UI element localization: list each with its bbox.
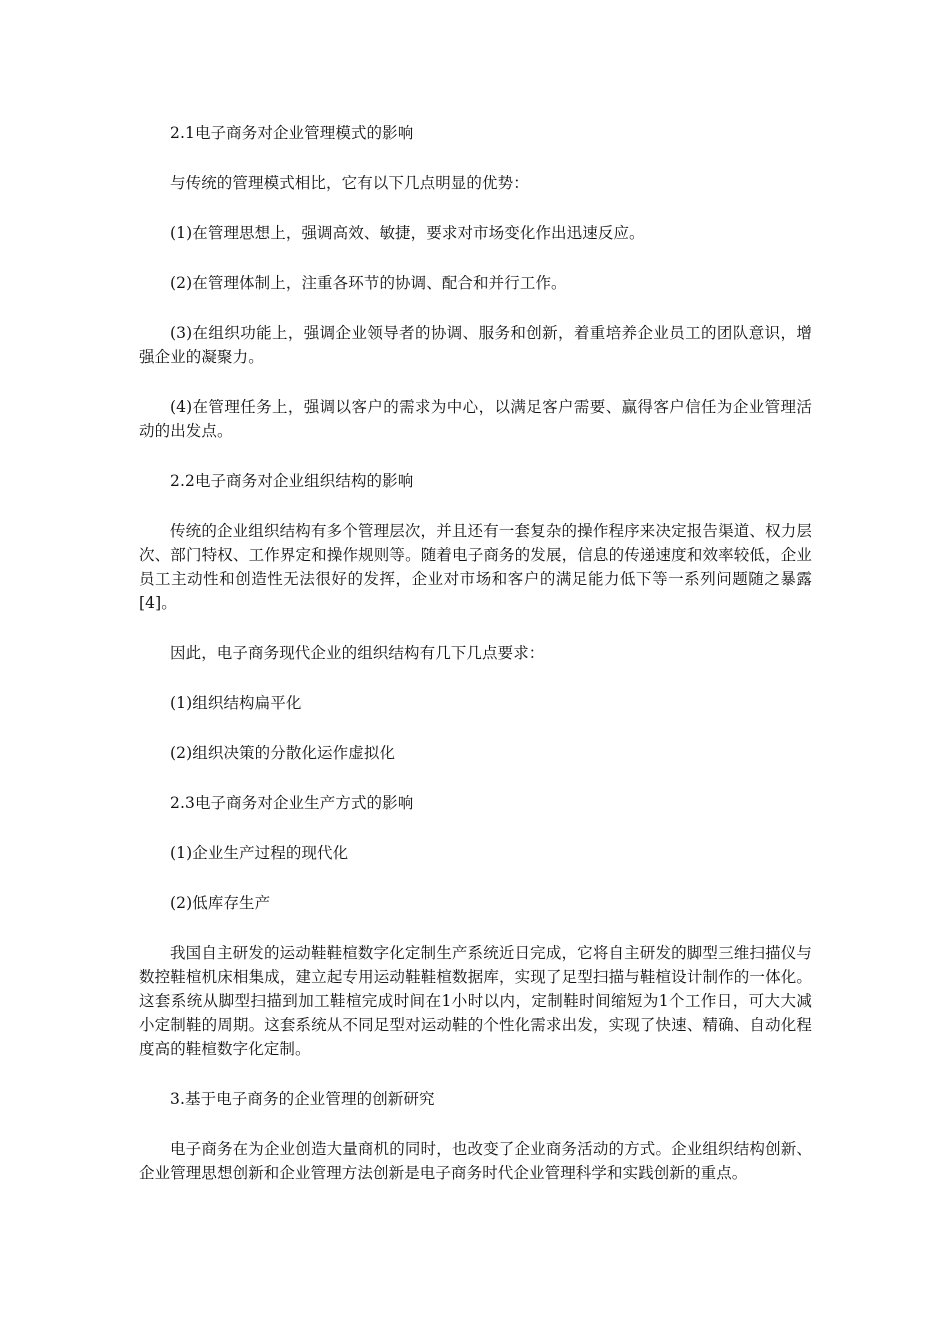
list-item-low-inventory: (2)低库存生产 <box>170 894 271 912</box>
section-heading-2-1: 2.1电子商务对企业管理模式的影响 <box>170 124 414 142</box>
paragraph-shoe-last-system: 我国自主研发的运动鞋鞋楦数字化定制生产系统近日完成，它将自主研发的脚型三维扫描仪与数控鞋楦机床相集成，建立起专用运动鞋鞋楦数据库，实现了足型扫描与鞋楦设计制作的一体化。这套系统从脚型扫描到加工鞋楦完成时间在1小时以内，定制鞋时间缩短为1个工作日，可大大减小定制鞋的周期。这套系统从不同足型对运动鞋的个性化需求出发，实现了快速、精确、自动化程度高的鞋楦数字化定制。 <box>139 944 812 1058</box>
paragraph-traditional-structure: 传统的企业组织结构有多个管理层次，并且还有一套复杂的操作程序来决定报告渠道、权力层次、部门特权、工作界定和操作规则等。随着电子商务的发展，信息的传递速度和效率较低，企业员工主动性和创造性无法很好的发挥，企业对市场和客户的满足能力低下等一系列问题随之暴露[4]。 <box>139 522 812 612</box>
section-heading-2-3: 2.3电子商务对企业生产方式的影响 <box>170 794 414 812</box>
list-item-management-system: (2)在管理体制上，注重各环节的协调、配合和并行工作。 <box>170 274 567 292</box>
list-item-decentralized-decision: (2)组织决策的分散化运作虚拟化 <box>170 744 396 762</box>
list-item-modern-production: (1)企业生产过程的现代化 <box>170 844 349 862</box>
paragraph-innovation-conclusion: 电子商务在为企业创造大量商机的同时，也改变了企业商务活动的方式。企业组织结构创新、企业管理思想创新和企业管理方法创新是电子商务时代企业管理科学和实践创新的重点。 <box>139 1140 812 1182</box>
list-item-management-thought: (1)在管理思想上，强调高效、敏捷，要求对市场变化作出迅速反应。 <box>170 224 645 242</box>
document-body <box>139 121 812 1211</box>
list-item-flat-structure: (1)组织结构扁平化 <box>170 694 302 712</box>
section-heading-2-2: 2.2电子商务对企业组织结构的影响 <box>170 472 414 490</box>
section-heading-3: 3.基于电子商务的企业管理的创新研究 <box>170 1090 435 1108</box>
list-item-organization-function: (3)在组织功能上，强调企业领导者的协调、服务和创新，着重培养企业员工的团队意识，增强企业的凝聚力。 <box>139 324 812 366</box>
paragraph-structure-requirements: 因此，电子商务现代企业的组织结构有几下几点要求： <box>170 644 545 662</box>
paragraph-intro-advantages: 与传统的管理模式相比，它有以下几点明显的优势： <box>170 174 529 192</box>
list-item-management-task: (4)在管理任务上，强调以客户的需求为中心，以满足客户需要、赢得客户信任为企业管理活动的出发点。 <box>139 398 812 440</box>
